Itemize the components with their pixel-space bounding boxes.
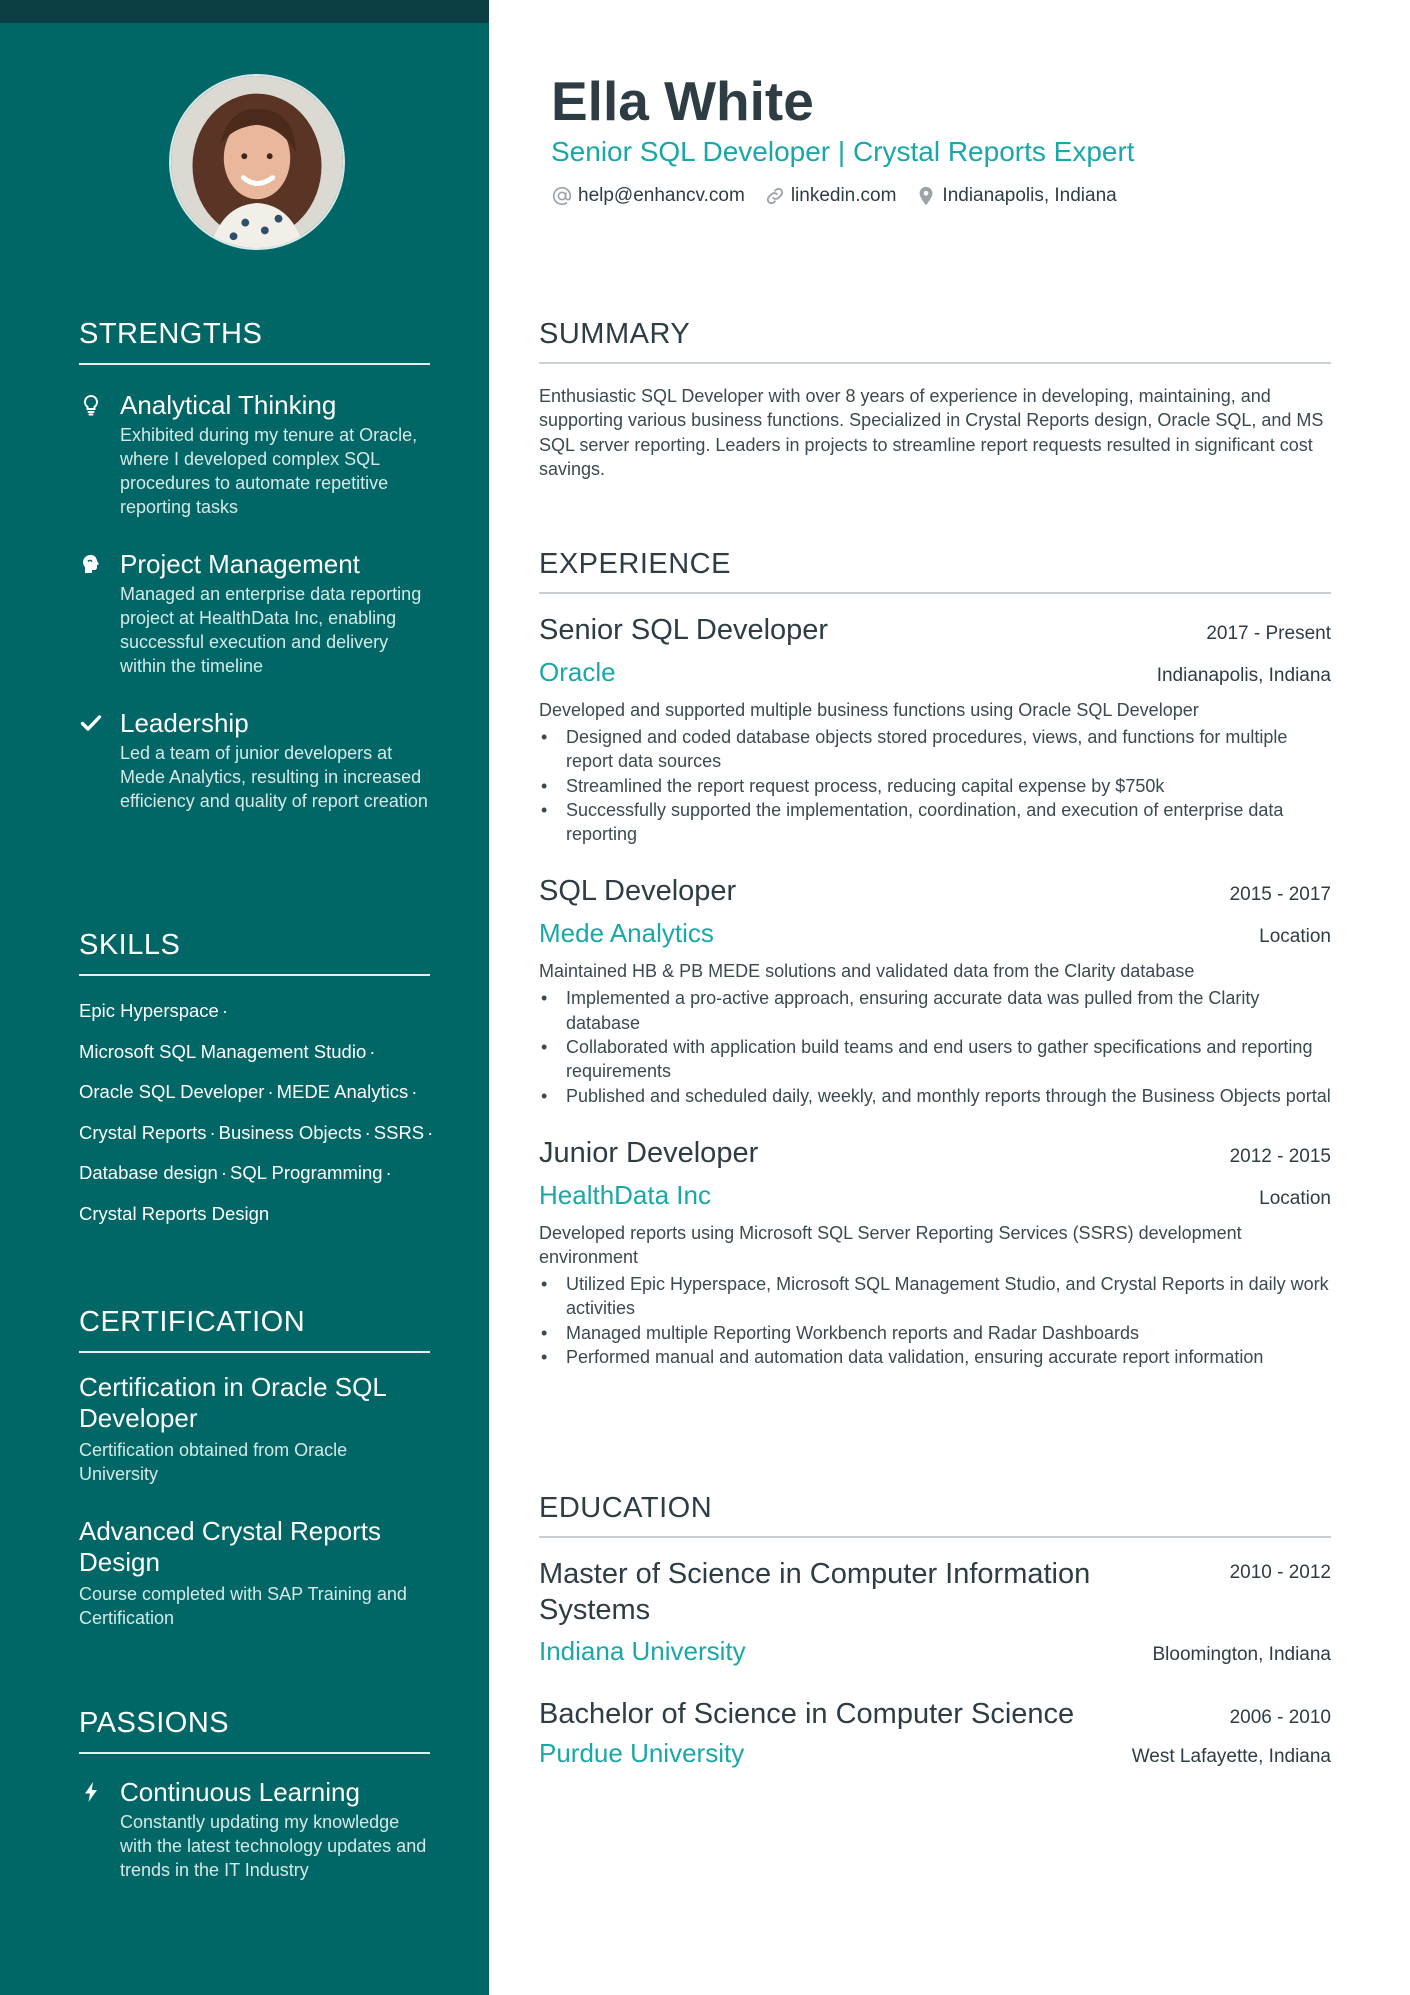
strength-title: Leadership <box>120 708 249 738</box>
strength-title: Project Management <box>120 549 360 579</box>
job-company: Oracle <box>539 657 616 687</box>
job-location: Indianapolis, Indiana <box>1156 665 1331 686</box>
skill-separator: · <box>427 1121 434 1143</box>
job-bullets <box>539 1272 1331 1369</box>
job-bullets <box>539 725 1331 846</box>
skill-line <box>79 998 430 1024</box>
brain-icon <box>79 552 103 576</box>
certification-item-desc: Certification obtained from Oracle University <box>79 1440 348 1484</box>
job-bullet: • Collaborated with application build teams and end users to gather specifications and reporting requirements <box>539 1035 1331 1084</box>
skill-separator: · <box>220 1162 228 1183</box>
education-date: 2006 - 2010 <box>1229 1707 1331 1728</box>
certification-title: CERTIFICATION <box>79 1306 430 1353</box>
job-bullet: • Performed manual and automation data validation, ensuring accurate report information <box>539 1345 1331 1369</box>
strength-desc: Exhibited during my tenure at Oracle, where I developed complex SQL procedures to automate repetitive reporting tasks <box>120 425 418 517</box>
skill-tag: Epic Hyperspace <box>79 1000 219 1021</box>
candidate-role: Senior SQL Developer | Crystal Reports Expert <box>551 136 1135 167</box>
education-school: Indiana University <box>539 1636 746 1666</box>
skill-tag: Database design <box>79 1162 218 1183</box>
skill-tag: Business Objects <box>218 1121 362 1143</box>
job-bullet: • Successfully supported the implementation, coordination, and execution of enterprise data reporting <box>539 798 1331 847</box>
certification-item <box>79 1516 430 1630</box>
skill-separator: · <box>411 1081 418 1102</box>
skill-line <box>79 1039 430 1065</box>
lightning-icon <box>79 1780 103 1804</box>
skill-line <box>79 1160 430 1186</box>
strengths-section <box>79 318 430 813</box>
job-bullet: • Streamlined the report request process, reducing capital expense by $750k <box>539 774 1331 798</box>
lightbulb-icon <box>79 393 103 417</box>
contact-location <box>915 185 1116 207</box>
education-location: West Lafayette, Indiana <box>1131 1746 1331 1767</box>
passion-title: Continuous Learning <box>120 1777 360 1807</box>
certification-item-title: Certification in Oracle SQL Developer <box>79 1372 386 1433</box>
profile-photo <box>169 74 345 250</box>
job-title: SQL Developer <box>539 875 737 908</box>
job-entry <box>539 1134 1331 1369</box>
skills-title: SKILLS <box>79 929 430 976</box>
contact-row <box>551 185 1351 207</box>
sidebar <box>0 0 489 1995</box>
strength-desc: Led a team of junior developers at Mede Analytics, resulting in increased efficiency and quality of report creation <box>120 743 428 811</box>
certification-item <box>79 1372 430 1486</box>
job-description: Developed and supported multiple business functions using Oracle SQL Developer <box>539 700 1199 720</box>
summary-title: SUMMARY <box>539 318 1331 364</box>
job-bullets <box>539 986 1331 1107</box>
contact-linkedin[interactable] <box>764 185 897 207</box>
skill-tag: Crystal Reports Design <box>79 1202 270 1224</box>
skill-separator: · <box>221 1000 229 1021</box>
passion-desc: Constantly updating my knowledge with the latest technology updates and trends in the IT Industry <box>120 1812 427 1880</box>
job-company: Mede Analytics <box>539 918 714 949</box>
skill-separator: · <box>385 1162 392 1183</box>
skill-separator: · <box>209 1121 216 1143</box>
candidate-name: Ella White <box>551 70 814 132</box>
contact-email[interactable] <box>551 185 745 207</box>
skill-tag: SQL Programming <box>230 1162 383 1183</box>
skill-tag: MEDE Analytics <box>276 1081 409 1102</box>
education-school: Purdue University <box>539 1738 745 1768</box>
education-degree: Bachelor of Science in Computer Science <box>539 1698 1075 1730</box>
resume-header <box>551 68 1351 207</box>
strengths-title: STRENGTHS <box>79 318 430 365</box>
education-degree: Master of Science in Computer Information Systems <box>539 1558 1091 1626</box>
skill-tag: SSRS <box>373 1121 425 1143</box>
job-bullet: • Utilized Epic Hyperspace, Microsoft SQL Management Studio, and Crystal Reports in daily work activities <box>539 1272 1331 1321</box>
skill-tag: Microsoft SQL Management Studio <box>79 1040 367 1062</box>
passions-section <box>79 1707 430 1882</box>
experience-section <box>539 548 1331 1369</box>
job-description: Developed reports using Microsoft SQL Server Reporting Services (SSRS) development environment <box>539 1222 1242 1267</box>
strength-desc: Managed an enterprise data reporting project at HealthData Inc, enabling successful execution and delivery within the timeline <box>120 584 422 676</box>
skill-line <box>79 1120 434 1146</box>
job-title: Senior SQL Developer <box>539 614 829 646</box>
education-section <box>539 1492 1331 1772</box>
checkmark-icon <box>79 711 103 735</box>
education-entry <box>539 1696 1331 1772</box>
job-description: Maintained HB & PB MEDE solutions and validated data from the Clarity database <box>539 961 1195 982</box>
job-date: 2015 - 2017 <box>1229 884 1331 906</box>
certification-item-title: Advanced Crystal Reports Design <box>79 1516 382 1577</box>
contact-location-text: Indianapolis, Indiana <box>942 185 1117 206</box>
strength-item <box>79 707 430 813</box>
summary-text: Enthusiastic SQL Developer with over 8 years of experience in developing, maintaining, and supporting various business functions. Specialized in Crystal Reports design, Oracle SQL, and MS SQL server reporting. Leaders in projects to streamline report requests resulted in significant cost savings. <box>539 386 1324 479</box>
location-pin-icon <box>915 185 937 207</box>
at-icon <box>551 185 573 207</box>
skill-tag: Oracle SQL Developer <box>79 1081 265 1102</box>
job-entry <box>539 872 1331 1107</box>
job-bullet: • Designed and coded database objects stored procedures, views, and functions for multiple report data sources <box>539 725 1331 774</box>
job-entry <box>539 611 1331 846</box>
job-date: 2012 - 2015 <box>1229 1145 1331 1167</box>
job-bullet: • Managed multiple Reporting Workbench reports and Radar Dashboards <box>539 1321 1331 1345</box>
job-title: Junior Developer <box>539 1136 759 1169</box>
avatar-image <box>171 76 343 248</box>
strength-title: Analytical Thinking <box>120 390 337 420</box>
skill-separator: · <box>364 1121 371 1143</box>
certification-section <box>79 1306 430 1630</box>
job-location: Location <box>1259 1187 1331 1209</box>
job-company: HealthData Inc <box>539 1179 711 1210</box>
education-title: EDUCATION <box>539 1492 1331 1538</box>
sidebar-top-bar <box>0 0 489 23</box>
education-date: 2010 - 2012 <box>1229 1562 1331 1583</box>
passion-item <box>79 1776 430 1882</box>
certification-item-desc: Course completed with SAP Training and Certification <box>79 1584 407 1628</box>
passions-title: PASSIONS <box>79 1707 430 1754</box>
summary-section <box>539 318 1331 481</box>
skills-section <box>79 929 434 1241</box>
contact-email-text: help@enhancv.com <box>578 185 745 206</box>
job-date: 2017 - Present <box>1206 623 1331 644</box>
skill-tag: Crystal Reports <box>79 1121 207 1143</box>
contact-linkedin-text: linkedin.com <box>790 185 897 206</box>
skills-list <box>79 998 434 1227</box>
education-entry <box>539 1556 1331 1670</box>
experience-title: EXPERIENCE <box>539 548 1331 594</box>
job-location: Location <box>1259 926 1331 948</box>
skill-separator: · <box>267 1081 274 1102</box>
skill-line <box>79 1201 430 1227</box>
link-icon <box>764 185 786 207</box>
job-bullet: • Implemented a pro-active approach, ensuring accurate data was pulled from the Clarity database <box>539 986 1331 1035</box>
skill-line <box>79 1079 430 1105</box>
strength-item <box>79 548 430 678</box>
job-bullet: • Published and scheduled daily, weekly, and monthly reports through the Business Objects portal <box>539 1084 1331 1108</box>
education-location: Bloomington, Indiana <box>1152 1644 1331 1665</box>
strength-item <box>79 389 430 519</box>
skill-separator: · <box>369 1040 376 1062</box>
